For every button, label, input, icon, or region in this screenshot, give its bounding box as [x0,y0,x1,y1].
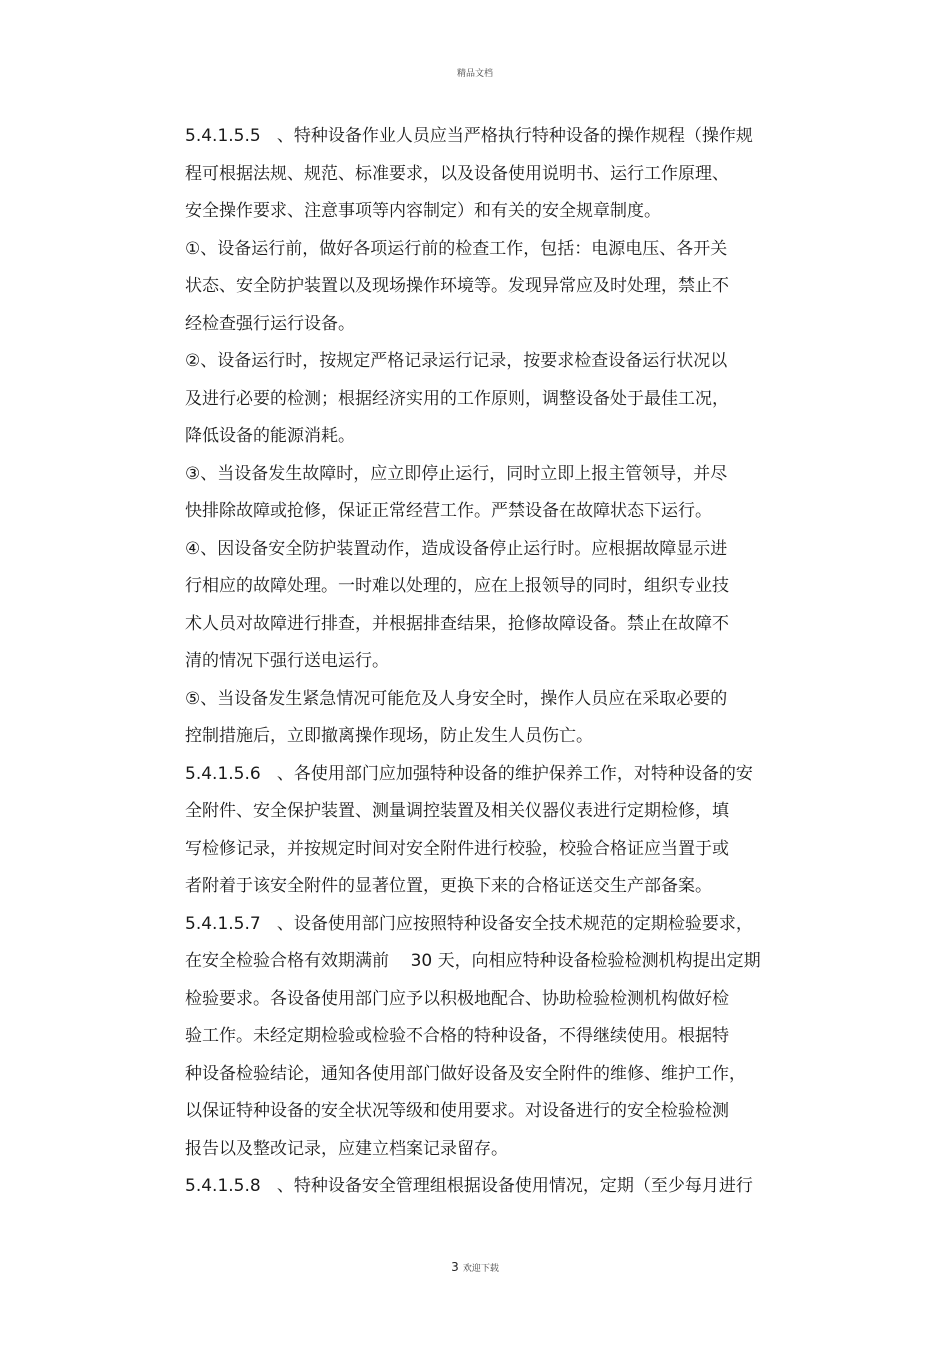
text-line: 种设备检验结论，通知各使用部门做好设备及安全附件的维修、维护工作， [185,1063,746,1084]
text-line: 5.4.1.5.5 、特种设备作业人员应当严格执行特种设备的操作规程（操作规 [185,126,753,146]
text-line: 及进行必要的检测；根据经济实用的工作原则，调整设备处于最佳工况， [185,388,729,409]
text-line: 程可根据法规、规范、标准要求，以及设备使用说明书、运行工作原理、 [185,163,729,184]
text-line: 全附件、安全保护装置、测量调控装置及相关仪器仪表进行定期检修，填 [185,801,729,821]
text-line: 控制措施后，立即撤离操作现场，防止发生人员伤亡。 [185,726,593,746]
text-line: ④、因设备安全防护装置动作，造成设备停止运行时。应根据故障显示进 [185,538,728,559]
text-line: 验工作。未经定期检验或检验不合格的特种设备，不得继续使用。根据特 [185,1026,729,1046]
text-line: 以保证特种设备的安全状况等级和使用要求。对设备进行的安全检验检测 [185,1101,729,1121]
text-line: 检验要求。各设备使用部门应予以积极地配合、协助检验检测机构做好检 [185,988,729,1009]
page-header: 精品文档 [456,69,493,79]
text-line: 在安全检验合格有效期满前 30 天，向相应特种设备检验检测机构提出定期 [185,951,761,971]
text-line: ③、当设备发生故障时，应立即停止运行，同时立即上报主管领导，并尽 [185,463,728,484]
page-footer [0,1260,950,1274]
text-line: 降低设备的能源消耗。 [185,426,355,446]
text-line: 报告以及整改记录，应建立档案记录留存。 [185,1138,508,1159]
text-line: 者附着于该安全附件的显著位置，更换下来的合格证送交生产部备案。 [185,876,712,896]
text-line: 状态、安全防护装置以及现场操作环境等。发现异常应及时处理，禁止不 [185,276,729,296]
text-line: 5.4.1.5.8 、特种设备安全管理组根据设备使用情况，定期（至少每月进行 [185,1176,753,1196]
text-line: ⑤、当设备发生紧急情况可能危及人身安全时，操作人员应在采取必要的 [185,688,728,709]
text-line: 术人员对故障进行排查，并根据排查结果，抢修故障设备。禁止在故障不 [185,613,729,634]
text-line: ①、设备运行前，做好各项运行前的检查工作，包括：电源电压、各开关 [185,238,728,259]
text-line: 清的情况下强行送电运行。 [185,651,389,671]
text-line: 快排除故障或抢修，保证正常经营工作。严禁设备在故障状态下运行。 [185,501,712,521]
text-line: ②、设备运行时，按规定严格记录运行记录，按要求检查设备运行状况以 [185,351,728,371]
text-line: 经检查强行运行设备。 [185,313,355,334]
text-line: 安全操作要求、注意事项等内容制定）和有关的安全规章制度。 [185,201,661,221]
text-line: 行相应的故障处理。一时难以处理的，应在上报领导的同时，组织专业技 [185,576,729,596]
text-line: 写检修记录，并按规定时间对安全附件进行校验，校验合格证应当置于或 [185,838,729,859]
document-body [185,120,785,1208]
text-line: 5.4.1.5.6 、各使用部门应加强特种设备的维护保养工作，对特种设备的安 [185,763,753,784]
page-number: 3 [451,1260,459,1274]
footer-tag: 欢迎下载 [462,1264,499,1274]
text-line: 5.4.1.5.7 、设备使用部门应按照特种设备安全技术规范的定期检验要求， [185,913,753,934]
